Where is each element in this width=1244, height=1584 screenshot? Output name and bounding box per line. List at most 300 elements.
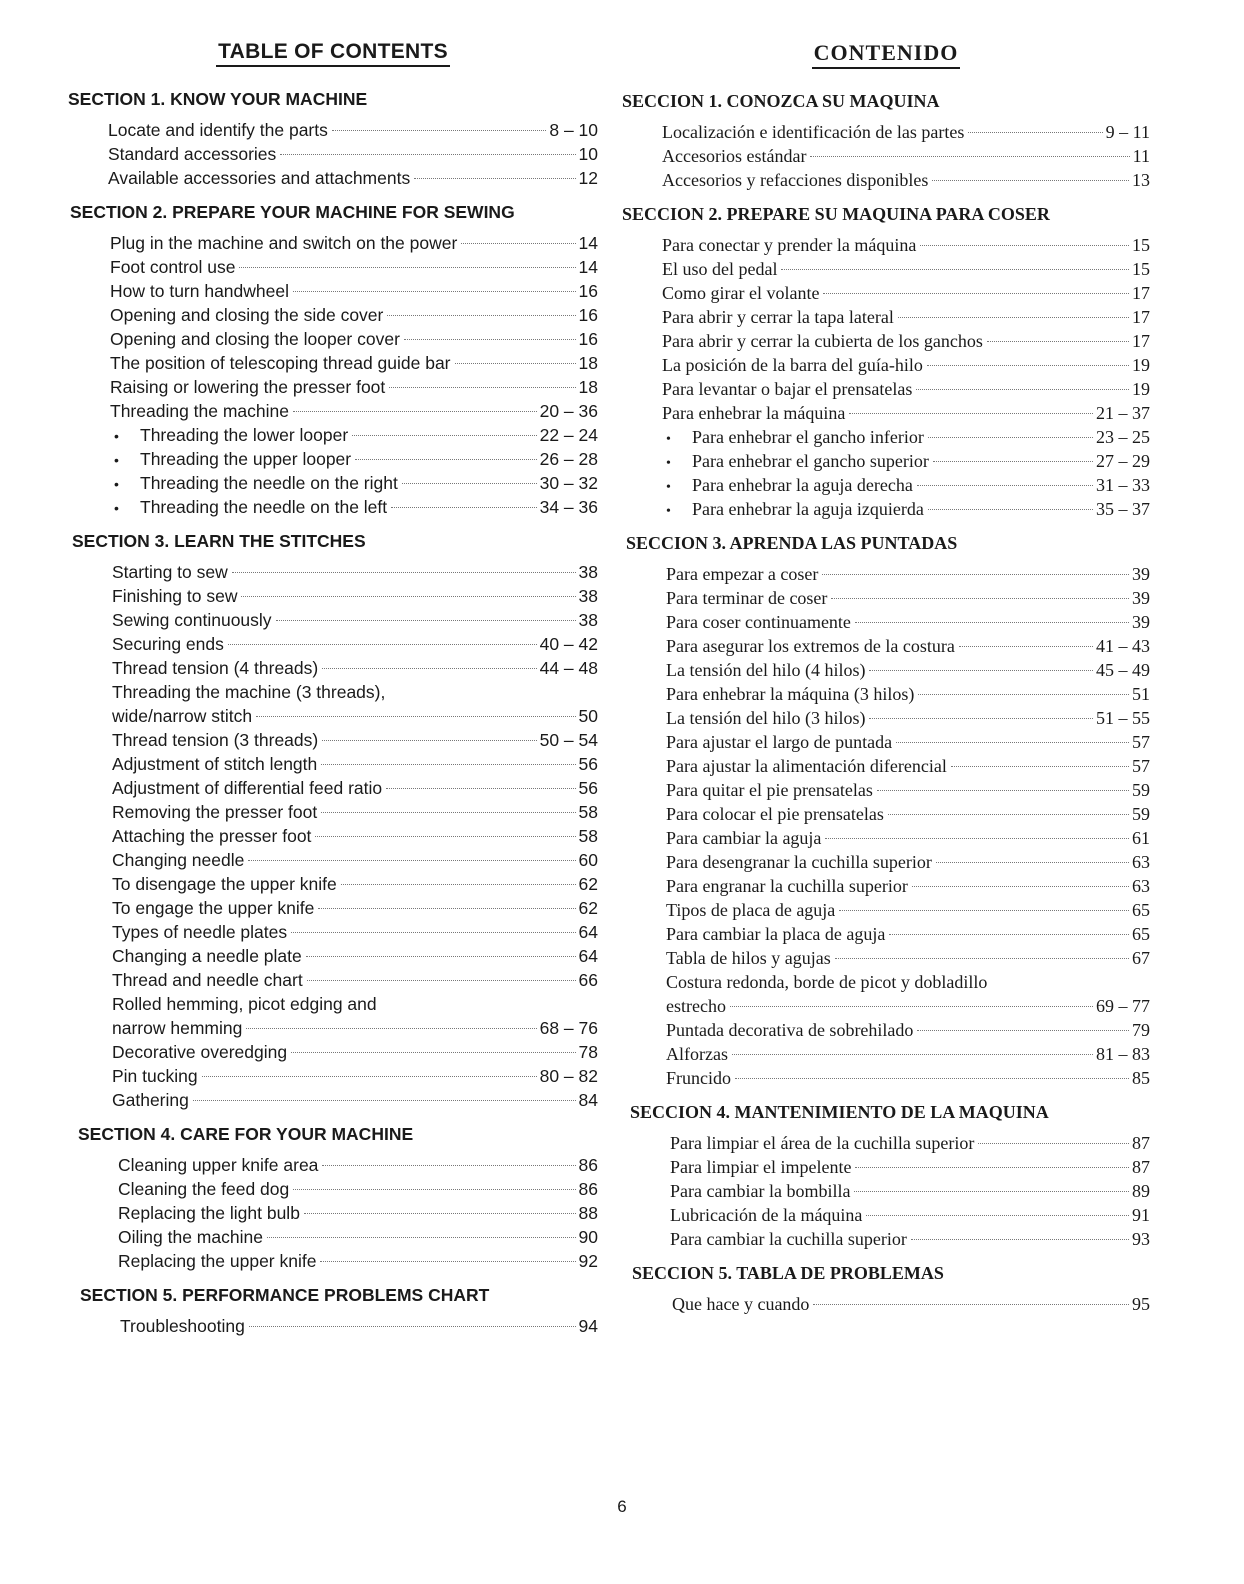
toc-entry <box>666 874 1150 898</box>
dot-leader <box>321 812 575 813</box>
toc-entry-page: 65 <box>1132 900 1150 920</box>
toc-entry-page: 45 – 49 <box>1096 660 1150 680</box>
toc-entry <box>666 658 1150 682</box>
toc-entry <box>108 166 598 190</box>
section-heading: SECTION 4. CARE FOR YOUR MACHINE <box>78 1124 414 1144</box>
toc-entry-page: 63 <box>1132 852 1150 872</box>
toc-entry-text: Para cambiar la cuchilla superior <box>670 1229 907 1249</box>
toc-entry <box>662 305 1150 329</box>
toc-entry <box>118 1225 598 1249</box>
toc-entry-page: 13 <box>1132 170 1150 190</box>
dot-leader <box>781 269 1129 270</box>
toc-entry <box>110 495 598 519</box>
toc-entry <box>118 1177 598 1201</box>
toc-entry <box>670 1203 1150 1227</box>
dot-leader <box>877 790 1129 791</box>
dot-leader <box>732 1054 1093 1055</box>
dot-leader <box>917 1030 1129 1031</box>
toc-entry-page: 38 <box>578 562 598 582</box>
toc-entry-page: 92 <box>578 1251 598 1271</box>
toc-section <box>622 91 1150 192</box>
dot-leader <box>869 718 1093 719</box>
toc-entry-page: 19 <box>1132 379 1150 399</box>
dot-leader <box>239 267 575 268</box>
toc-entry-text: Threading the machine (3 threads), <box>112 682 386 702</box>
toc-title: TABLE OF CONTENTS <box>68 40 598 67</box>
toc-entry <box>662 497 1150 521</box>
toc-section <box>78 1124 598 1273</box>
toc-entry-text: Pin tucking <box>112 1066 198 1086</box>
toc-entry <box>666 682 1150 706</box>
dot-leader <box>855 1167 1129 1168</box>
dot-leader <box>256 716 575 717</box>
toc-entry-text: estrecho <box>666 996 726 1016</box>
dot-leader <box>888 814 1129 815</box>
dot-leader <box>866 1215 1129 1216</box>
toc-entry-page: 84 <box>578 1090 598 1110</box>
toc-entry <box>112 656 598 680</box>
toc-entry <box>666 922 1150 946</box>
toc-entry-page: 51 – 55 <box>1096 708 1150 728</box>
toc-entry <box>112 752 598 776</box>
toc-entry <box>112 608 598 632</box>
toc-entry-page: 14 <box>578 257 598 277</box>
toc-entry <box>112 824 598 848</box>
toc-entry-text: Alforzas <box>666 1044 728 1064</box>
toc-entry-page: 57 <box>1132 732 1150 752</box>
dot-leader <box>822 574 1129 575</box>
toc-entry-page: 62 <box>578 874 598 894</box>
dot-leader <box>735 1078 1129 1079</box>
toc-entry-text: • Threading the lower looper <box>110 423 348 448</box>
toc-entry <box>112 728 598 752</box>
toc-entry <box>110 423 598 447</box>
dot-leader <box>306 956 576 957</box>
toc-entry-page: 39 <box>1132 564 1150 584</box>
toc-entry <box>112 968 598 992</box>
toc-entry <box>112 560 598 584</box>
dot-leader <box>391 507 536 508</box>
toc-entry-text: Thread and needle chart <box>112 970 303 990</box>
section-heading: SECCION 2. PREPARE SU MAQUINA PARA COSER <box>622 204 1050 224</box>
dot-leader <box>911 1239 1129 1240</box>
section-entries <box>626 562 1150 1090</box>
toc-entry-page: 69 – 77 <box>1096 996 1150 1016</box>
section-entries <box>632 1292 1150 1316</box>
dot-leader <box>291 1052 575 1053</box>
toc-entry <box>110 327 598 351</box>
dot-leader <box>193 1100 576 1101</box>
section-heading: SECTION 3. LEARN THE STITCHES <box>72 531 366 551</box>
section-heading: SECCION 5. TABLA DE PROBLEMAS <box>632 1263 944 1283</box>
section-entries <box>70 231 598 519</box>
dot-leader <box>241 596 575 597</box>
toc-entry-text: Puntada decorativa de sobrehilado <box>666 1020 914 1040</box>
toc-entry-text: Threading the machine <box>110 401 289 421</box>
toc-entry <box>666 826 1150 850</box>
toc-entry-text: Available accessories and attachments <box>108 168 411 188</box>
dot-leader <box>855 622 1129 623</box>
dot-leader <box>322 740 536 741</box>
toc-entry <box>662 281 1150 305</box>
toc-entry-page: 44 – 48 <box>539 658 598 678</box>
toc-entry-text: • Threading the needle on the left <box>110 495 387 520</box>
toc-entry-text: Locate and identify the parts <box>108 120 328 140</box>
toc-entry-page: 80 – 82 <box>539 1066 598 1086</box>
toc-entry <box>112 800 598 824</box>
toc-entry-text: Thread tension (4 threads) <box>112 658 319 678</box>
toc-section <box>80 1285 598 1338</box>
toc-entry-text: Lubricación de la máquina <box>670 1205 863 1225</box>
toc-entry-text: • Para enhebrar el gancho superior <box>662 449 929 476</box>
toc-entry-page: 41 – 43 <box>1096 636 1150 656</box>
toc-entry-page: 64 <box>578 922 598 942</box>
toc-entry <box>666 634 1150 658</box>
toc-entry-text: Changing a needle plate <box>112 946 302 966</box>
toc-entry-page: 17 <box>1132 331 1150 351</box>
toc-entry-page: 17 <box>1132 283 1150 303</box>
dot-leader <box>291 932 575 933</box>
toc-entry <box>666 586 1150 610</box>
dot-leader <box>389 387 575 388</box>
dot-leader <box>402 483 537 484</box>
toc-entry-text: Para limpiar el área de la cuchilla superior <box>670 1133 975 1153</box>
toc-entry-page: 11 <box>1132 146 1150 166</box>
toc-entry-page: 15 <box>1132 259 1150 279</box>
toc-entry-text: narrow hemming <box>112 1018 243 1038</box>
dot-leader <box>916 389 1129 390</box>
toc-entry <box>108 142 598 166</box>
toc-entry-text: • Para enhebrar el gancho inferior <box>662 425 924 452</box>
dot-leader <box>455 363 576 364</box>
toc-entry-page: 95 <box>1132 1294 1150 1314</box>
toc-entry-page: 10 <box>578 144 598 164</box>
section-heading: SECTION 2. PREPARE YOUR MACHINE FOR SEWING <box>70 202 515 222</box>
toc-entry-page: 20 – 36 <box>539 401 598 421</box>
toc-entry-text: Para terminar de coser <box>666 588 828 608</box>
toc-entry-text: Para enhebrar la máquina (3 hilos) <box>666 684 915 704</box>
toc-entry-page: 12 <box>578 168 598 188</box>
toc-entry-page: 86 <box>578 1155 598 1175</box>
dot-leader <box>461 243 575 244</box>
toc-entry-text: Para cambiar la bombilla <box>670 1181 851 1201</box>
dot-leader <box>831 598 1129 599</box>
toc-entry-page: 62 <box>578 898 598 918</box>
toc-entry-text: Adjustment of stitch length <box>112 754 318 774</box>
toc-entry <box>112 1088 598 1112</box>
dot-leader <box>813 1304 1129 1305</box>
toc-entry-text: Plug in the machine and switch on the power <box>110 233 458 253</box>
toc-entry <box>666 730 1150 754</box>
dot-leader <box>293 411 537 412</box>
toc-entry-page: 81 – 83 <box>1096 1044 1150 1064</box>
toc-entry <box>110 399 598 423</box>
toc-entry-page: 78 <box>578 1042 598 1062</box>
toc-entry-text: Como girar el volante <box>662 283 820 303</box>
toc-section <box>632 1263 1150 1316</box>
dot-leader <box>387 315 575 316</box>
toc-entry-page: 87 <box>1132 1157 1150 1177</box>
toc-entry <box>112 872 598 896</box>
toc-entry <box>112 1064 598 1088</box>
toc-entry <box>112 920 598 944</box>
toc-entry-page: 89 <box>1132 1181 1150 1201</box>
toc-entry-page: 63 <box>1132 876 1150 896</box>
toc-entry-text: Starting to sew <box>112 562 228 582</box>
dot-leader <box>341 884 576 885</box>
toc-entry <box>118 1201 598 1225</box>
section-entries <box>622 233 1150 521</box>
toc-entry-text: Para enhebrar la máquina <box>662 403 846 423</box>
section-entries <box>78 1153 598 1273</box>
toc-entry-page: 16 <box>578 329 598 349</box>
toc-entry-page: 16 <box>578 281 598 301</box>
toc-entry-text: Para abrir y cerrar la tapa lateral <box>662 307 894 327</box>
dot-leader <box>869 670 1093 671</box>
dot-leader <box>854 1191 1129 1192</box>
section-heading: SECCION 1. CONOZCA SU MAQUINA <box>622 91 940 111</box>
toc-entry-text: La tensión del hilo (3 hilos) <box>666 708 866 728</box>
toc-entry-page: 18 <box>578 353 598 373</box>
toc-entry <box>118 1249 598 1273</box>
toc-entry <box>666 850 1150 874</box>
toc-entry-text: Securing ends <box>112 634 224 654</box>
toc-entry-text: Decorative overedging <box>112 1042 288 1062</box>
dot-leader <box>246 1028 536 1029</box>
toc-entry-page: 56 <box>578 778 598 798</box>
toc-entry-page: 58 <box>578 826 598 846</box>
toc-entry-page: 35 – 37 <box>1096 499 1150 519</box>
toc-entry <box>110 231 598 255</box>
toc-entry-text: Standard accessories <box>108 144 277 164</box>
toc-section <box>622 204 1150 521</box>
dot-leader <box>968 132 1102 133</box>
toc-entry-text: Para empezar a coser <box>666 564 819 584</box>
dot-leader <box>839 910 1129 911</box>
section-heading: SECTION 5. PERFORMANCE PROBLEMS CHART <box>80 1285 490 1305</box>
toc-section <box>630 1102 1150 1251</box>
toc-entry-text: To disengage the upper knife <box>112 874 337 894</box>
toc-entry <box>662 377 1150 401</box>
toc-entry-text: Para levantar o bajar el prensatelas <box>662 379 913 399</box>
toc-entry <box>666 562 1150 586</box>
toc-entry-page: 88 <box>578 1203 598 1223</box>
section-heading: SECCION 3. APRENDA LAS PUNTADAS <box>626 533 958 553</box>
dot-leader <box>315 836 575 837</box>
toc-entry <box>110 375 598 399</box>
toc-entry <box>666 706 1150 730</box>
toc-entry <box>112 896 598 920</box>
toc-entry-page: 65 <box>1132 924 1150 944</box>
toc-entry-text: Localización e identificación de las partes <box>662 122 965 142</box>
dot-leader <box>322 1165 575 1166</box>
toc-entry <box>662 401 1150 425</box>
toc-entry <box>662 168 1150 192</box>
toc-entry-text: Troubleshooting <box>120 1316 245 1336</box>
toc-entry-text: How to turn handwheel <box>110 281 289 301</box>
toc-entry-page: 66 <box>578 970 598 990</box>
toc-entry <box>118 1153 598 1177</box>
toc-entry-page: 56 <box>578 754 598 774</box>
toc-entry <box>110 351 598 375</box>
toc-entry <box>666 1066 1150 1090</box>
toc-section <box>626 533 1150 1090</box>
toc-entry-page: 9 – 11 <box>1105 122 1150 142</box>
dot-leader <box>332 130 546 131</box>
toc-entry-page: 58 <box>578 802 598 822</box>
toc-entry-page: 34 – 36 <box>539 497 598 517</box>
toc-entry <box>112 632 598 656</box>
toc-entry-text: Que hace y cuando <box>672 1294 810 1314</box>
dot-leader <box>249 1326 576 1327</box>
toc-entry-text: Changing needle <box>112 850 245 870</box>
dot-leader <box>280 154 575 155</box>
toc-entry <box>112 944 598 968</box>
toc-entry-text: To engage the upper knife <box>112 898 315 918</box>
toc-entry <box>662 233 1150 257</box>
toc-entry-text: Rolled hemming, picot edging and <box>112 994 377 1014</box>
toc-entry-page: 39 <box>1132 588 1150 608</box>
toc-entry <box>112 1040 598 1064</box>
dot-leader <box>730 1006 1093 1007</box>
toc-entry-text: Para ajustar el largo de puntada <box>666 732 893 752</box>
toc-entry-text: • Para enhebrar la aguja izquierda <box>662 497 924 524</box>
toc-entry-page: 93 <box>1132 1229 1150 1249</box>
toc-entry-text: Para desengranar la cuchilla superior <box>666 852 932 872</box>
dot-leader <box>318 908 575 909</box>
dot-leader <box>928 437 1093 438</box>
dot-leader <box>849 413 1093 414</box>
toc-entry <box>666 1042 1150 1066</box>
toc-entry-text: Para coser continuamente <box>666 612 851 632</box>
toc-entry-text: Cleaning upper knife area <box>118 1155 319 1175</box>
toc-entry <box>112 848 598 872</box>
toc-entry <box>110 471 598 495</box>
toc-entry-text: Adjustment of differential feed ratio <box>112 778 383 798</box>
dot-leader <box>355 459 536 460</box>
toc-entry-text: Types of needle plates <box>112 922 288 942</box>
toc-entry <box>110 303 598 327</box>
toc-entry-page: 50 – 54 <box>539 730 598 750</box>
toc-entry <box>666 610 1150 634</box>
dot-leader <box>898 317 1129 318</box>
toc-entry-text: • Threading the needle on the right <box>110 471 398 496</box>
dot-leader <box>835 958 1129 959</box>
toc-entry <box>110 255 598 279</box>
dot-leader <box>987 341 1129 342</box>
dot-leader <box>978 1143 1129 1144</box>
toc-entry-text: Para cambiar la aguja <box>666 828 822 848</box>
toc-entry-text: Costura redonda, borde de picot y dobladillo <box>666 972 988 992</box>
toc-entry-text: Gathering <box>112 1090 189 1110</box>
dot-leader <box>232 572 576 573</box>
section-entries <box>630 1131 1150 1251</box>
toc-entry-page: 85 <box>1132 1068 1150 1088</box>
toc-entry-page: 68 – 76 <box>539 1018 598 1038</box>
toc-section <box>68 89 598 190</box>
toc-entry-page: 30 – 32 <box>539 473 598 493</box>
toc-entry-text: Cleaning the feed dog <box>118 1179 290 1199</box>
toc-entry-page: 22 – 24 <box>539 425 598 445</box>
toc-entry-page: 91 <box>1132 1205 1150 1225</box>
toc-entry <box>112 704 598 728</box>
toc-entry-page: 79 <box>1132 1020 1150 1040</box>
toc-entry-text: Attaching the presser foot <box>112 826 312 846</box>
dot-leader <box>951 766 1129 767</box>
toc-entry-text: Finishing to sew <box>112 586 238 606</box>
toc-entry-text: Oiling the machine <box>118 1227 263 1247</box>
toc-entry-page: 40 – 42 <box>539 634 598 654</box>
section-heading: SECTION 1. KNOW YOUR MACHINE <box>68 89 368 109</box>
toc-entry-text: La posición de la barra del guía-hilo <box>662 355 923 375</box>
toc-entry-text: • Threading the upper looper <box>110 447 351 472</box>
toc-entry-page: 18 <box>578 377 598 397</box>
page-number: 6 <box>617 1497 627 1516</box>
toc-entry <box>666 994 1150 1018</box>
toc-entry-text: Para asegurar los extremos de la costura <box>666 636 955 656</box>
dot-leader <box>912 886 1129 887</box>
toc-sections <box>68 89 598 1338</box>
toc-entry <box>666 778 1150 802</box>
toc-section <box>70 202 598 519</box>
toc-entry <box>662 329 1150 353</box>
toc-entry-page: 19 <box>1132 355 1150 375</box>
toc-entry-page: 21 – 37 <box>1096 403 1150 423</box>
toc-entry-text: Thread tension (3 threads) <box>112 730 319 750</box>
toc-entry-text: Para engranar la cuchilla superior <box>666 876 908 896</box>
section-entries <box>68 118 598 190</box>
dot-leader <box>321 764 575 765</box>
toc-entry-page: 14 <box>578 233 598 253</box>
toc-entry-page: 17 <box>1132 307 1150 327</box>
toc-entry-text: Accesorios estándar <box>662 146 807 166</box>
toc-entry-page: 59 <box>1132 804 1150 824</box>
section-heading: SECCION 4. MANTENIMIENTO DE LA MAQUINA <box>630 1102 1049 1122</box>
toc-entry-text: Para ajustar la alimentación diferencial <box>666 756 947 776</box>
toc-entry-page: 8 – 10 <box>549 120 598 140</box>
dot-leader <box>928 509 1093 510</box>
dot-leader <box>959 646 1093 647</box>
dot-leader <box>293 1189 575 1190</box>
toc-entry-text: La tensión del hilo (4 hilos) <box>666 660 866 680</box>
toc-entry <box>662 144 1150 168</box>
toc-entry <box>662 425 1150 449</box>
dot-leader <box>936 862 1129 863</box>
toc-entry <box>108 118 598 142</box>
dot-leader <box>920 245 1129 246</box>
toc-entry <box>112 584 598 608</box>
dot-leader <box>320 1261 575 1262</box>
dot-leader <box>202 1076 537 1077</box>
dot-leader <box>322 668 536 669</box>
toc-entry-text: El uso del pedal <box>662 259 778 279</box>
toc-entry-text: Fruncido <box>666 1068 731 1088</box>
dot-leader <box>404 339 576 340</box>
toc-entry <box>672 1292 1150 1316</box>
toc-entry <box>670 1179 1150 1203</box>
toc-entry-text: Para quitar el pie prensatelas <box>666 780 873 800</box>
toc-entry <box>110 447 598 471</box>
toc-entry-page: 26 – 28 <box>539 449 598 469</box>
toc-entry <box>666 754 1150 778</box>
toc-entry-text: Para colocar el pie prensatelas <box>666 804 884 824</box>
toc-entry <box>112 776 598 800</box>
toc-entry-page: 51 <box>1132 684 1150 704</box>
toc-entry-text: • Para enhebrar la aguja derecha <box>662 473 913 500</box>
toc-entry <box>662 353 1150 377</box>
toc-entry-text: Para conectar y prender la máquina <box>662 235 917 255</box>
toc-entry-text: Tabla de hilos y agujas <box>666 948 831 968</box>
